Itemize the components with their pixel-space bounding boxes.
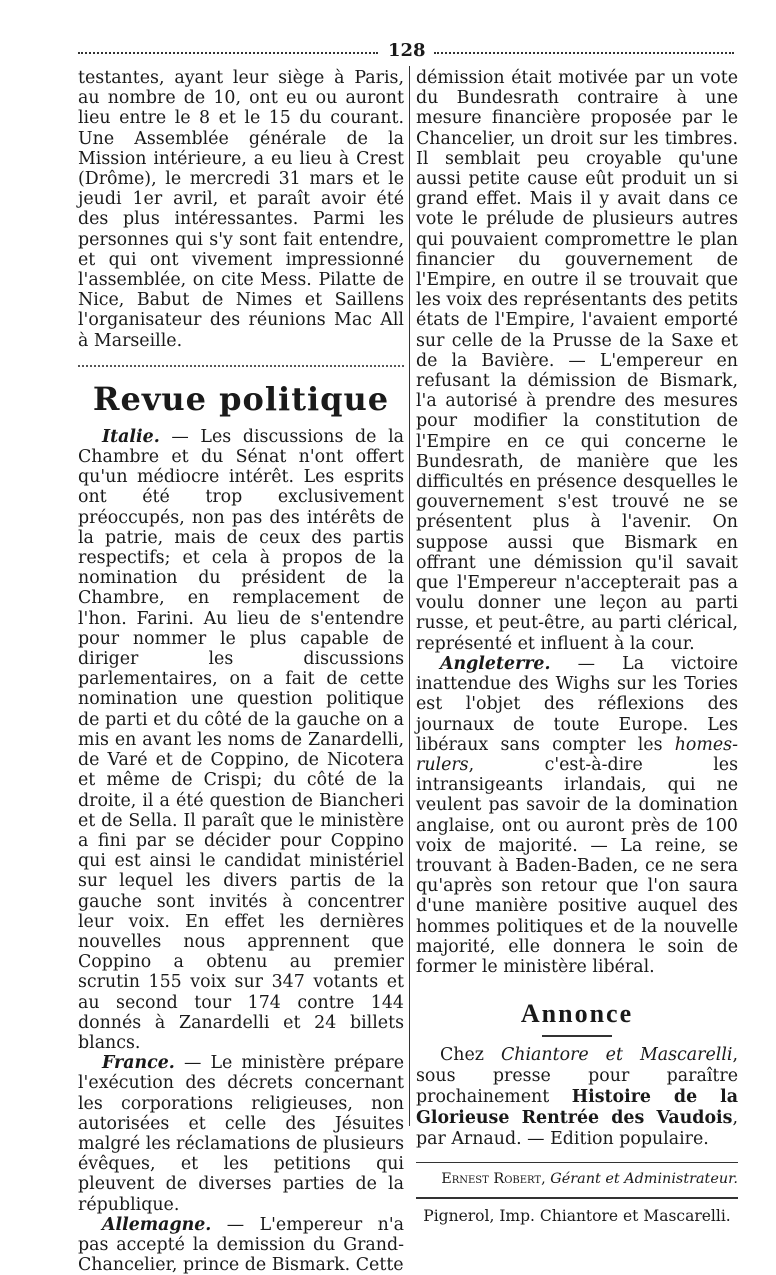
gerant-name: Ernest Robert bbox=[441, 1171, 542, 1188]
angleterre-paragraph bbox=[416, 654, 738, 977]
header-rule-left bbox=[78, 52, 378, 56]
italie-paragraph bbox=[78, 427, 404, 1053]
italie-label: Italie. bbox=[102, 426, 160, 447]
header-rule-right bbox=[434, 52, 734, 56]
angleterre-italic: homes-rulers bbox=[416, 734, 738, 775]
column-divider bbox=[409, 66, 410, 1126]
annonce-publisher: Chiantore et Mascarelli bbox=[500, 1045, 733, 1066]
page-header bbox=[78, 40, 734, 64]
page-number: 128 bbox=[388, 40, 426, 61]
section-separator bbox=[78, 355, 404, 367]
france-label: France. bbox=[102, 1053, 175, 1074]
angleterre-text-1: — La victoire inattendue des Wighs sur les Tories est l'objet des réflexions des journaux de toute Europe. Les libéraux sans compter les bbox=[416, 653, 738, 755]
annonce-pre: Chez bbox=[440, 1045, 501, 1066]
allemagne-label: Allemagne. bbox=[102, 1214, 212, 1235]
annonce-rule bbox=[542, 1035, 612, 1037]
annonce-mid: , sous presse pour paraître prochainement bbox=[416, 1045, 738, 1108]
annonce-paragraph bbox=[416, 1045, 738, 1150]
italie-text: — Les discussions de la Chambre et du Sénat n'ont offert qu'un médiocre intérêt. Les esprits ont été trop exclusivement préoccupés, non pas des intérêts de la patrie, mais de ceux des partis respectifs; et cela à propos de la nomination du président de la Chambre, en remplacement de l'hon. Farini. Au lieu de s'entendre pour nommer le plus capable de diriger les discussions parlementaires, on a fait de cette nomination une question politique de parti et du côté de la gauche on a mis en avant les noms de Zanardelli, de Varé et de Coppino, de Nicotera et même de Crispi; du côté de la droite, il a été question de Biancheri et de Sella. Il paraît que le ministère a fini par se décider pour Coppino qui est ainsi le candidat ministériel sur lequel les divers partis de la gauche sont invités à concentrer leur voix. En effet les dernières nouvelles nous apprennent que Coppino a obtenu au premier scrutin 155 voix sur 347 votants et au second tour 174 contre 144 donnés à Zanardelli et 24 billets blancs. bbox=[78, 426, 404, 1053]
france-text: — Le ministère prépare l'exécution des décrets concernant les corporations religieuses, non autorisées et celle des Jésuites malgré les réclamations de plusieurs évêques, et les petitions qui pleuvent de diverses parties de la république. bbox=[78, 1053, 404, 1215]
intro-paragraph: testantes, ayant leur siège à Paris, au nombre de 10, ont eu ou auront lieu entre le 8 et le 15 du courant. Une Assemblée générale de la Mission intérieure, a eu lieu à Crest (Drôme), le mercredi 31 mars et le jeudi 1er avril, et paraît avoir été des plus intéressantes. Parmi les personnes qui s'y sont fait entendre, et qui ont vivement impressionné l'assemblée, on cite Mess. Pilatte de Nice, Babut de Nimes et Saillens l'organisateur des réunions Mac All à Marseille. bbox=[78, 68, 404, 351]
allemagne-text: — L'empereur n'a pas accepté la demission du Grand-Chancelier, prince de Bismark. Cette bbox=[78, 1214, 404, 1275]
gerant-line: Ernest Robert, Gérant et Administrateur. bbox=[441, 1171, 738, 1188]
right-column bbox=[416, 68, 738, 1227]
angleterre-text-2: , c'est-à-dire les intransigeants irlandais, qui ne veulent pas savoir de la domination anglaise, ont ou auront près de 100 voix de majorité. — La reine, se trouvant à Baden-Baden, ce ne sera qu'après son retour que l'on saura d'une manière positive auquel des hommes politiques et de la nouvelle majorité, elle donnera le soin de former le ministère libéral. bbox=[416, 754, 738, 977]
section-title: Revue politique bbox=[92, 379, 390, 418]
france-paragraph bbox=[78, 1053, 404, 1215]
left-column bbox=[78, 68, 404, 1275]
annonce-post: , par Arnaud. — Edition populaire. bbox=[416, 1108, 738, 1150]
angleterre-label: Angleterre. bbox=[440, 653, 551, 674]
gerant-role: Gérant et Administrateur. bbox=[550, 1171, 738, 1188]
allemagne-paragraph bbox=[78, 1215, 404, 1275]
annonce-book-title: Histoire de la Glorieuse Rentrée des Vaudois bbox=[416, 1087, 738, 1129]
footer-separator bbox=[416, 1162, 738, 1163]
imprint-line: Pignerol, Imp. Chiantore et Mascarelli. bbox=[416, 1197, 738, 1227]
allemagne-continuation: démission était motivée par un vote du Bundesrath contraire à une mesure financière proposée par le Chancelier, un droit sur les timbres. Il semblait peu croyable qu'une aussi petite cause eût produit un si grand effet. Mais il y avait dans ce vote le prélude de plusieurs autres qui pouvaient compromettre le plan financier du gouvernement de l'Empire, en outre il se trouvait que les voix des représentants des petits états de l'Empire, l'avaient emporté sur celle de la Prusse de la Saxe et de la Bavière. — L'empereur en refusant la démission de Bismark, l'a autorisé à prendre des mesures pour modifier la constitution de l'Empire en ce qui concerne le Bundesrath, de manière que les difficultés en présence desquelles le gouvernement s'est trouvé ne se présentent plus à l'avenir. On suppose aussi que Bismark en offrant une démission qu'il savait que l'Empereur n'accepterait pas a voulu donner une leçon au parti russe, et peut-être, au parti clérical, représenté et influent à la cour. bbox=[416, 68, 738, 654]
annonce-title: Annonce bbox=[520, 999, 634, 1029]
